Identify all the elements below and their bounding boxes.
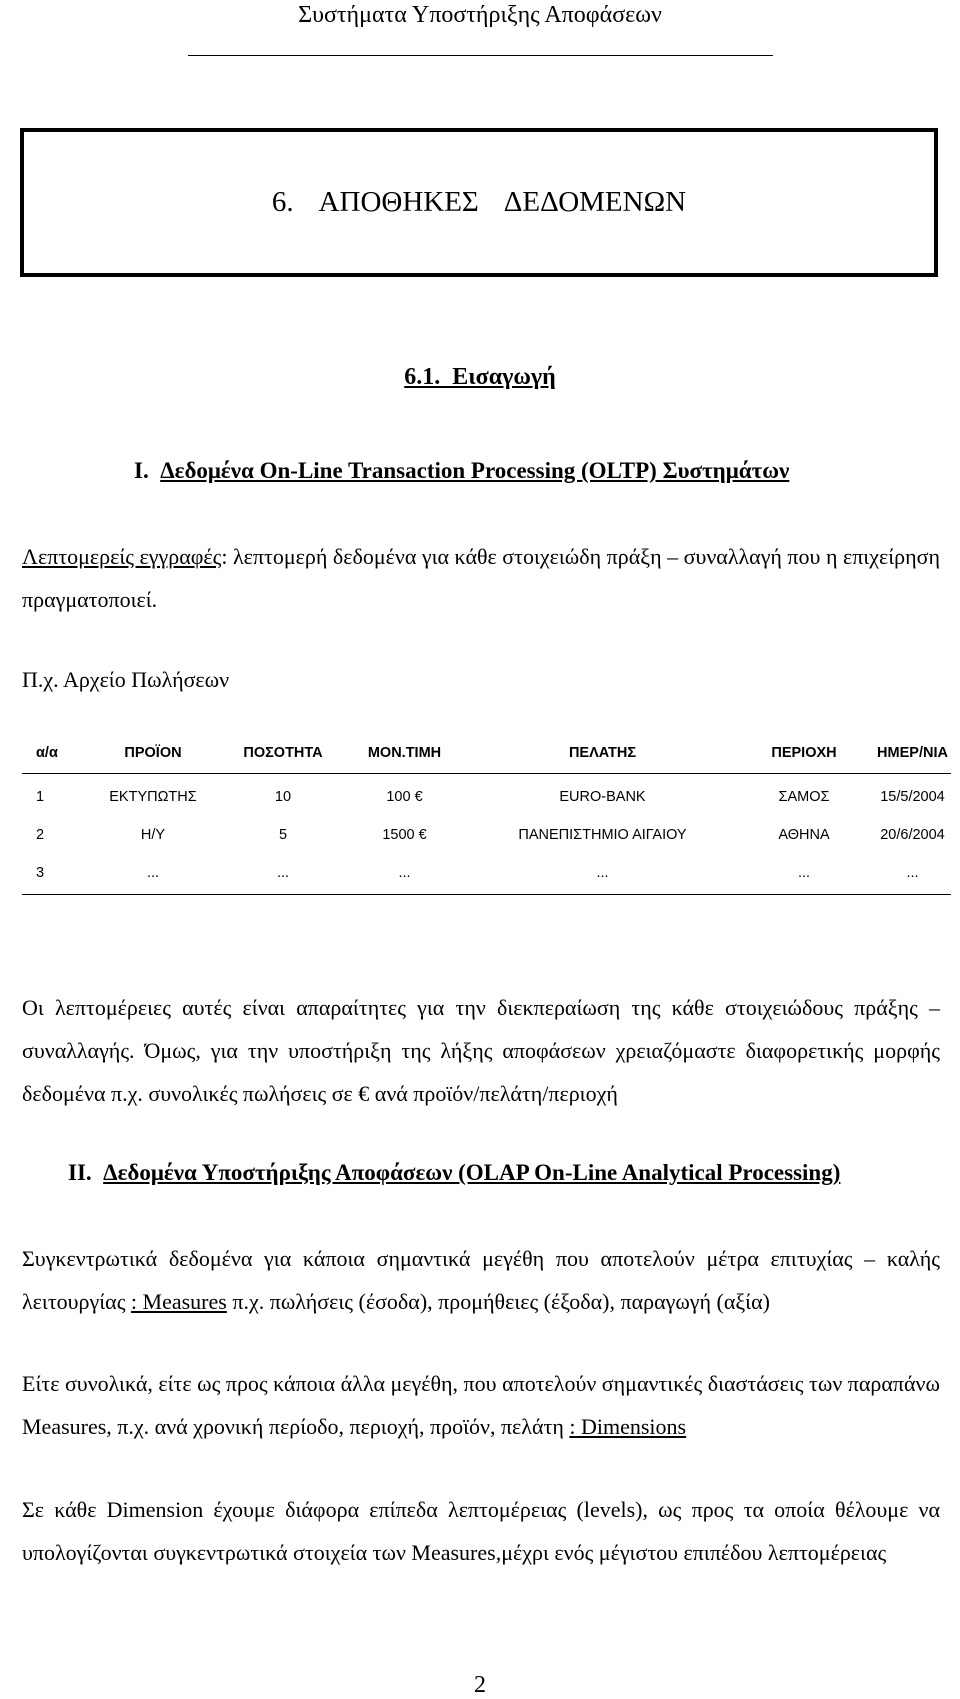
table-row — [22, 850, 951, 895]
cell-index: 3 — [22, 850, 78, 895]
table-row — [22, 774, 951, 813]
cell-customer: ... — [471, 850, 734, 895]
cell-customer: ΠΑΝΕΠΙΣΤΗΜΙΟ ΑΙΓΑΙΟΥ — [518, 827, 687, 843]
col-header-index: α/α — [22, 733, 78, 774]
dimensions-term: : Dimensions — [569, 1414, 687, 1439]
paragraph-dimensions-a: Είτε συνολικά, είτε ως προς κάποια άλλα μεγέθη, που αποτελούν σημαντικές διαστάσεις των παραπάνω Measures, π.χ. ανά χρονική περίοδο, περιοχή, προϊόν, πελάτη — [22, 1371, 940, 1439]
cell-product: Η/Υ — [140, 827, 166, 843]
cell-product: ΕΚΤΥΠΩΤΗΣ — [109, 789, 197, 805]
cell-unit-price: 100 € — [386, 789, 423, 805]
part2-heading-text: Δεδομένα Υποστήριξης Αποφάσεων (OLAP On-Line Analytical Processing) — [103, 1160, 841, 1185]
cell-unit-price: 1500 € — [382, 827, 427, 843]
cell-quantity: ... — [228, 850, 338, 895]
part1-definition — [22, 535, 940, 621]
col-header-quantity: ΠΟΣΟΤΗΤΑ — [228, 733, 338, 774]
part1-heading-text: Δεδομένα On-Line Transaction Processing (OLTP) Συστημάτων — [160, 458, 790, 483]
col-header-date: ΗΜΕΡ/ΝΙΑ — [874, 733, 951, 774]
cell-product: ... — [78, 850, 228, 895]
part1-term: Λεπτομερείς εγγραφές — [22, 544, 222, 569]
cell-quantity: 10 — [274, 789, 292, 805]
chapter-title: 6. ΑΠΟΘΗΚΕΣ ΔΕΔΟΜΕΝΩΝ — [271, 186, 687, 218]
paragraph-measures-b: π.χ. πωλήσεις (έσοδα), προμήθειες (έξοδα), παραγωγή (αξία) — [226, 1289, 770, 1314]
col-header-product: ΠΡΟΪΟΝ — [78, 733, 228, 774]
chapter-title-box — [20, 128, 938, 277]
col-header-unit-price: ΜΟΝ.ΤΙΜΗ — [338, 733, 471, 774]
paragraph-measures-a: Συγκεντρωτικά δεδομένα για κάποια σημαντικά μεγέθη που αποτελούν μέτρα επιτυχίας – καλής λειτουργίας — [22, 1246, 940, 1314]
header-rule — [188, 55, 773, 56]
measures-term: : Measures — [130, 1289, 227, 1314]
part1-definition-text: : λεπτομερή δεδομένα για κάθε στοιχειώδη πράξη – συναλλαγή που η επιχείρηση πραγματοποιεί. — [22, 544, 940, 612]
paragraph-levels: Σε κάθε Dimension έχουμε διάφορα επίπεδα λεπτομέρειας (levels), ως προς τα οποία θέλουμε να υπολογίζονται συγκεντρωτικά στοιχεία των Measures,μέχρι ενός μέγιστου επιπέδου λεπτομέρειας — [22, 1497, 940, 1565]
paragraph-dimensions — [22, 1362, 940, 1448]
paragraph-measures — [22, 1237, 940, 1323]
col-header-customer: ΠΕΛΑΤΗΣ — [471, 733, 734, 774]
cell-index: 2 — [36, 827, 45, 843]
cell-unit-price: ... — [338, 850, 471, 895]
sales-table — [22, 733, 951, 895]
cell-quantity: 5 — [278, 827, 288, 843]
part2-heading-num: II. — [68, 1160, 92, 1185]
paragraph-oltp-detail: Οι λεπτομέρειες αυτές είναι απαραίτητες για την διεκπεραίωση της κάθε στοιχειώδους πράξης – συναλλαγής. Όμως, για την υποστήριξη της λήξης αποφάσεων χρειαζόμαστε διαφορετικής μορφής δεδομένα π.χ. συνολικές πωλήσεις σε € ανά προϊόν/πελάτη/περιοχή — [22, 995, 940, 1106]
running-header: Συστήματα Υποστήριξης Αποφάσεων — [298, 2, 662, 28]
cell-index: 1 — [36, 789, 45, 805]
part2-heading — [68, 1160, 840, 1186]
col-header-region: ΠΕΡΙΟΧΗ — [734, 733, 874, 774]
example-label: Π.χ. Αρχείο Πωλήσεων — [22, 667, 230, 692]
table-row — [22, 812, 951, 850]
cell-region: ... — [734, 850, 874, 895]
cell-region: ΣΑΜΟΣ — [778, 789, 830, 805]
table-header-row — [22, 733, 951, 774]
cell-region: ΑΘΗΝΑ — [778, 827, 830, 843]
page-number: 2 — [474, 1672, 486, 1698]
part1-heading — [134, 458, 789, 484]
section-title: 6.1. Εισαγωγή — [404, 364, 556, 390]
cell-date: 20/6/2004 — [880, 827, 945, 843]
cell-customer: EURO-BANK — [559, 789, 646, 805]
cell-date: ... — [874, 850, 951, 895]
part1-heading-num: I. — [134, 458, 149, 483]
cell-date: 15/5/2004 — [880, 789, 945, 805]
